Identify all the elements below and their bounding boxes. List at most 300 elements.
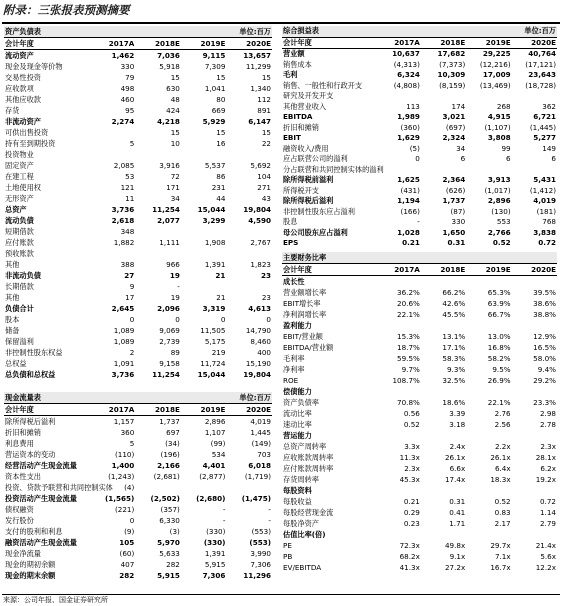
row-label: 母公司股东应占溢利 xyxy=(283,227,348,237)
cell-value: (18,728) xyxy=(525,80,556,90)
cell-value: 49.8x xyxy=(444,541,466,550)
table-row xyxy=(282,165,557,176)
cell-value xyxy=(376,430,421,441)
row-label: 保留溢利 xyxy=(5,337,34,346)
cell-value xyxy=(90,149,136,160)
cell-value: 9.4% xyxy=(537,365,556,374)
cell-value: 2.17 xyxy=(494,519,511,528)
cell-value: 108.7% xyxy=(392,376,420,385)
cell-value: (1,475) xyxy=(241,494,271,503)
cell-value: 1,989 xyxy=(397,112,420,121)
cell-value: 19,804 xyxy=(243,205,271,214)
table-row xyxy=(282,276,557,288)
column-header-row xyxy=(4,404,272,416)
cell-value: 6 xyxy=(551,154,556,163)
cell-value: 6.2x xyxy=(540,464,556,473)
cell-value: 6.4x xyxy=(494,464,511,473)
cell-value: 0.72 xyxy=(538,238,556,247)
row-label: 除所得税后溢利 xyxy=(5,417,56,426)
cell-value: 2.79 xyxy=(539,519,556,528)
cell-value: 2,766 xyxy=(487,227,511,237)
table-row xyxy=(4,171,272,182)
cell-value: 149 xyxy=(542,143,556,153)
cell-value: 5,915 xyxy=(204,560,226,569)
table-row xyxy=(282,123,557,134)
cell-value: 104 xyxy=(257,172,271,181)
cell-value: 86 xyxy=(216,172,226,181)
cell-value: (60) xyxy=(119,549,135,558)
cell-value: 9,158 xyxy=(159,359,180,368)
cell-value xyxy=(421,430,466,441)
table-row xyxy=(4,127,272,138)
cell-value: 11,505 xyxy=(200,326,226,335)
cell-value: 7.1x xyxy=(494,552,511,561)
cell-value: 3.18 xyxy=(449,420,466,429)
row-label: 非控制性股东应占溢利 xyxy=(283,206,355,216)
cell-value xyxy=(466,276,511,288)
cell-value: (34) xyxy=(165,439,180,448)
row-label: 现金净流量 xyxy=(5,549,41,558)
row-label: 应占联营公司的溢利 xyxy=(283,154,348,163)
cell-value: 3,736 xyxy=(111,370,135,379)
cell-value: 2.4x xyxy=(449,442,466,451)
cell-value: 3.3x xyxy=(404,442,420,451)
cell-value: 18.6% xyxy=(442,398,466,407)
cell-value: 2,645 xyxy=(111,304,135,313)
cell-value xyxy=(512,386,557,397)
cell-value: (4,313) xyxy=(393,59,420,69)
cell-value: 7,036 xyxy=(157,51,180,60)
cell-value: 14,790 xyxy=(245,326,271,335)
row-label: 现金及现金等价物 xyxy=(5,62,63,71)
cell-value: 2,739 xyxy=(159,337,180,346)
table-row xyxy=(4,504,272,515)
cell-value: 3.39 xyxy=(449,409,466,418)
cell-value: 29.7x xyxy=(490,541,511,550)
table-row xyxy=(282,452,557,463)
cell-value xyxy=(181,226,227,237)
cell-value: 27 xyxy=(124,271,135,280)
row-label: 营业额增长率 xyxy=(283,288,327,297)
cell-value: (1,719) xyxy=(244,472,271,481)
cell-value: 1,400 xyxy=(111,461,135,470)
cell-value: 5,633 xyxy=(159,549,180,558)
row-label: 短期借款 xyxy=(5,227,34,236)
table-row xyxy=(4,358,272,369)
cell-value xyxy=(135,248,181,259)
cell-value: (99) xyxy=(210,439,226,448)
column-header: 2020E xyxy=(512,37,557,49)
cell-value xyxy=(376,276,421,288)
cell-value: 38.8% xyxy=(533,310,556,319)
cell-value: 9,115 xyxy=(202,51,226,60)
cell-value xyxy=(466,485,511,496)
cell-value: (330) xyxy=(206,527,226,536)
cell-value: 5,431 xyxy=(533,175,556,184)
row-label: 储备 xyxy=(5,326,20,335)
cell-value: 1,823 xyxy=(250,260,271,269)
cell-value: 65.3% xyxy=(487,288,511,297)
cell-value: 424 xyxy=(166,106,180,115)
table-row xyxy=(282,186,557,197)
cell-value: 34 xyxy=(170,194,180,203)
table-row xyxy=(4,303,272,314)
row-label: 净利润增长率 xyxy=(283,310,327,319)
cell-value: (553) xyxy=(249,538,271,547)
cell-value: 28.1x xyxy=(535,453,556,462)
cell-value: 4,019 xyxy=(250,417,271,426)
row-label: 研究及开发开支 xyxy=(283,91,334,100)
cell-value xyxy=(466,386,511,397)
cell-value: 360 xyxy=(120,428,135,437)
cell-value: 22 xyxy=(261,139,271,148)
cell-value: 1,157 xyxy=(113,417,135,426)
table-row xyxy=(282,133,557,144)
table-row xyxy=(282,463,557,474)
row-label: PE xyxy=(283,541,292,550)
cell-value: 0.52 xyxy=(494,497,511,506)
table-row xyxy=(282,60,557,71)
cell-value: 5,537 xyxy=(204,161,226,170)
cell-value: 15,044 xyxy=(197,370,226,379)
table-row xyxy=(4,325,272,336)
cell-value xyxy=(181,281,227,292)
row-label: 土地使用权 xyxy=(5,183,41,192)
row-label: 非控制性股东权益 xyxy=(5,348,63,357)
cell-value xyxy=(226,248,272,259)
row-label: 偿债能力 xyxy=(283,387,312,396)
row-label: 总权益 xyxy=(5,359,27,368)
cell-value: 891 xyxy=(257,106,271,115)
row-label: 无形资产 xyxy=(5,194,34,203)
table-row xyxy=(282,175,557,186)
income-statement-panel xyxy=(282,26,557,249)
cell-value: 171 xyxy=(166,183,180,192)
row-label: 利息费用 xyxy=(5,439,34,448)
cell-value: 1,089 xyxy=(113,337,135,346)
table-row xyxy=(282,331,557,342)
cell-value: 0.21 xyxy=(402,238,420,247)
cell-value: 23.3% xyxy=(533,398,556,407)
cell-value: 21 xyxy=(216,293,226,302)
row-label: 投资活动产生现金流量 xyxy=(5,494,77,503)
cell-value: 17,682 xyxy=(437,49,466,58)
table-row xyxy=(282,298,557,309)
cell-value: (360) xyxy=(400,122,420,132)
table-row xyxy=(4,226,272,237)
cell-value: 400 xyxy=(257,348,271,357)
table-row xyxy=(282,112,557,123)
table-row xyxy=(282,485,557,496)
cell-value: 15 xyxy=(216,128,226,137)
cell-value xyxy=(512,529,557,540)
cell-value: 2,274 xyxy=(111,117,135,126)
unit-label: 单位:百万 xyxy=(181,26,272,38)
cell-value: 1,041 xyxy=(204,84,226,93)
table-row xyxy=(4,438,272,449)
cell-value: 2,085 xyxy=(113,161,135,170)
cell-value: 1,107 xyxy=(204,428,226,437)
cell-value: 330 xyxy=(120,62,135,71)
cell-value xyxy=(226,482,272,493)
row-label: 毛利 xyxy=(283,70,298,79)
cell-value: (12,216) xyxy=(479,59,511,69)
cell-value: (196) xyxy=(160,450,180,459)
table-row xyxy=(282,419,557,430)
table-row xyxy=(4,427,272,438)
cell-value: 282 xyxy=(166,560,180,569)
column-header: 2019E xyxy=(181,404,227,416)
cell-value: 0 xyxy=(220,315,226,324)
cell-value: (1,107) xyxy=(484,122,511,132)
cell-value: 0 xyxy=(175,315,180,324)
cell-value: (4) xyxy=(124,483,135,492)
cell-value xyxy=(376,529,421,540)
cell-value: (2,877) xyxy=(199,472,226,481)
cell-value: 1.14 xyxy=(539,508,556,517)
cell-value: 15 xyxy=(216,73,226,82)
column-header: 2017A xyxy=(90,38,136,50)
table-row xyxy=(282,154,557,165)
cell-value: 553 xyxy=(496,217,511,226)
cell-value: 0 xyxy=(129,516,135,525)
cell-value: 6.6x xyxy=(449,464,466,473)
row-label: 营业额 xyxy=(283,49,305,58)
column-header: 2018E xyxy=(421,264,466,276)
section-heading-row xyxy=(282,252,557,264)
cell-value: (4,808) xyxy=(393,80,420,90)
cell-value: 11,254 xyxy=(152,370,180,379)
table-row xyxy=(282,551,557,562)
row-label: 非流动负债 xyxy=(5,271,41,280)
cell-value: 3,913 xyxy=(487,175,511,184)
cell-value: - xyxy=(222,516,226,525)
table-row xyxy=(4,559,272,570)
table-row xyxy=(4,105,272,116)
section-heading-row xyxy=(4,392,272,404)
cell-value: 26.9% xyxy=(487,376,511,385)
cell-value: 5,929 xyxy=(202,117,226,126)
table-row xyxy=(282,238,557,249)
table-row xyxy=(282,91,557,102)
column-header: 2019E xyxy=(181,38,227,50)
cell-value: 5,915 xyxy=(157,571,180,580)
cell-value: 42.6% xyxy=(442,299,466,308)
cell-value: 10 xyxy=(170,139,180,148)
source-note: 来源：公司年报、国金证券研究所 xyxy=(3,596,108,604)
table-row xyxy=(282,375,557,386)
cell-value: 79 xyxy=(125,73,135,82)
cell-value: 2,896 xyxy=(204,417,226,426)
cell-value: 58.3% xyxy=(442,354,466,363)
row-label: EV/EBITDA xyxy=(283,563,322,572)
cell-value: 5.6x xyxy=(540,552,556,561)
table-row xyxy=(4,570,272,581)
cell-value: 1,340 xyxy=(250,84,271,93)
column-header: 会计年度 xyxy=(282,264,376,276)
row-label: 其他应收款 xyxy=(5,95,41,104)
cell-value: 4,590 xyxy=(248,216,271,225)
column-header: 2017A xyxy=(376,264,421,276)
cell-value: 2.2x xyxy=(494,442,511,451)
cell-value: 407 xyxy=(120,560,135,569)
row-label: 应收账款周转率 xyxy=(283,453,334,462)
cell-value: 0.29 xyxy=(403,508,420,517)
cell-value: 4,915 xyxy=(487,112,511,121)
cell-value xyxy=(135,482,181,493)
cell-value: 0 xyxy=(129,315,135,324)
cell-value: 534 xyxy=(211,450,226,459)
cell-value: 23,643 xyxy=(528,70,556,79)
cell-value xyxy=(512,320,557,331)
cell-value: 18.7% xyxy=(397,343,420,352)
cell-value: 68.2x xyxy=(399,552,420,561)
section-heading-row xyxy=(282,26,557,37)
cell-value: 10,637 xyxy=(392,49,420,58)
cell-value: - xyxy=(417,217,420,226)
cell-value: 15,044 xyxy=(197,205,226,214)
row-label: 其他营业收入 xyxy=(283,101,327,111)
table-row xyxy=(4,347,272,358)
row-label: 支付的股利和利息 xyxy=(5,527,63,536)
row-label: 存货周转率 xyxy=(283,475,319,484)
table-row xyxy=(4,526,272,537)
row-label: 应付账款 xyxy=(5,238,34,247)
table-row xyxy=(282,309,557,320)
table-row xyxy=(282,228,557,239)
cell-value xyxy=(226,226,272,237)
balance-sheet-table xyxy=(4,26,272,380)
table-row xyxy=(4,336,272,347)
row-label: 交易性投资 xyxy=(5,73,41,82)
column-header: 2020E xyxy=(512,264,557,276)
cell-value: 6,721 xyxy=(533,112,556,121)
row-label: 经营活动产生现金流量 xyxy=(5,461,77,470)
cell-value: (13,469) xyxy=(479,80,511,90)
cell-value: 113 xyxy=(406,101,420,111)
cell-value: 72.3x xyxy=(399,541,420,550)
cell-value: 16.5% xyxy=(533,343,556,352)
cell-value: 99 xyxy=(501,143,511,153)
cell-value: 9.3% xyxy=(446,365,466,374)
cell-value: 19.2x xyxy=(535,475,556,484)
table-row xyxy=(282,507,557,518)
cell-value: 9.5% xyxy=(492,365,511,374)
cell-value xyxy=(421,529,466,540)
cell-value: (8,159) xyxy=(439,80,466,90)
income-statement-table xyxy=(282,26,557,249)
cell-value xyxy=(512,430,557,441)
cell-value xyxy=(466,320,511,331)
cell-value: 174 xyxy=(451,101,466,111)
table-row xyxy=(4,248,272,259)
title-rule xyxy=(2,22,560,24)
row-label: 资产负债率 xyxy=(283,398,319,407)
cell-value: 66.7% xyxy=(487,310,511,319)
table-row xyxy=(282,144,557,155)
cell-value: 2,767 xyxy=(250,238,271,247)
table-row xyxy=(4,416,272,428)
column-header: 2020E xyxy=(226,38,272,50)
footer-rule xyxy=(2,594,560,595)
cell-value: 26.1x xyxy=(444,453,466,462)
row-label: 总资产 xyxy=(5,205,27,214)
cell-value xyxy=(376,386,421,397)
table-row xyxy=(282,320,557,331)
cell-value: 966 xyxy=(166,260,180,269)
row-label: 负债合计 xyxy=(5,304,34,313)
cell-value: 460 xyxy=(120,95,135,104)
table-row xyxy=(282,207,557,218)
cell-value: 348 xyxy=(120,227,135,236)
row-label: 估值比率(倍) xyxy=(283,530,326,539)
row-label: 长期借款 xyxy=(5,282,34,291)
row-label: 融资收入/费用 xyxy=(283,143,329,153)
cell-value: 23 xyxy=(261,293,271,302)
cell-value: 19,804 xyxy=(243,370,271,379)
cell-value: 3,838 xyxy=(533,227,556,237)
cell-value: 53 xyxy=(125,172,135,181)
row-label: 在建工程 xyxy=(5,172,34,181)
cell-value: 362 xyxy=(542,101,556,111)
cell-value: 2.3x xyxy=(540,442,556,451)
cell-value: 2.78 xyxy=(539,420,556,429)
cell-value: 1,091 xyxy=(113,359,135,368)
cell-value: 18.3x xyxy=(490,475,511,484)
cell-value: 5,918 xyxy=(159,62,180,71)
row-label: 应收款项 xyxy=(5,84,34,93)
table-row xyxy=(282,474,557,485)
section-heading: 资产负债表 xyxy=(4,26,181,38)
row-label: 所得税开支 xyxy=(283,185,319,195)
cell-value: 13.1% xyxy=(442,332,466,341)
column-header: 会计年度 xyxy=(4,404,90,416)
cell-value: 5 xyxy=(129,139,135,148)
section-heading-row xyxy=(4,26,272,38)
cell-value: 6 xyxy=(460,154,466,163)
cell-value: 2 xyxy=(129,348,135,357)
table-row xyxy=(4,94,272,105)
cell-value: 3,916 xyxy=(159,161,180,170)
table-row xyxy=(282,342,557,353)
row-label: 净利率 xyxy=(283,365,305,374)
row-label: 其他 xyxy=(5,293,20,302)
table-row xyxy=(282,81,557,92)
cell-value: 21.4x xyxy=(535,541,556,550)
table-row xyxy=(282,196,557,207)
cell-value xyxy=(226,281,272,292)
row-label: 发行股份 xyxy=(5,516,34,525)
cell-value: 11 xyxy=(125,194,135,203)
cell-value: 58.2% xyxy=(487,354,511,363)
row-label: 每股净资产 xyxy=(283,519,319,528)
cell-value xyxy=(512,91,557,102)
cell-value: (2,680) xyxy=(196,494,226,503)
cell-value: 3,319 xyxy=(202,304,226,313)
cell-value xyxy=(181,248,227,259)
cell-value: 1,882 xyxy=(113,238,135,247)
cell-value: 13.0% xyxy=(487,332,511,341)
cell-value: 4,019 xyxy=(533,196,556,205)
cell-value: 2,096 xyxy=(157,304,180,313)
cell-value: 5,277 xyxy=(533,133,556,142)
cell-value: 11.3x xyxy=(399,453,420,462)
cell-value: 112 xyxy=(257,95,271,104)
row-label: 非流动资产 xyxy=(5,117,41,126)
cell-value: 34 xyxy=(456,143,466,153)
cell-value: 44 xyxy=(216,194,226,203)
cell-value: 95 xyxy=(125,106,135,115)
